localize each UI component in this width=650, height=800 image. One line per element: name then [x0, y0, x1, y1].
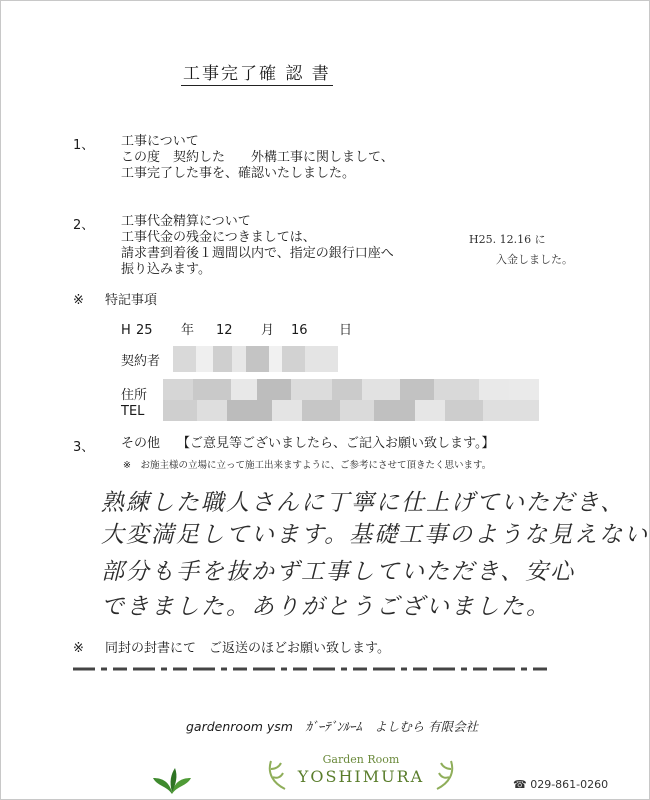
address-label: 住所 [121, 388, 148, 403]
closing-text: 同封の封書にて ご返送のほどお願い致します。 [105, 641, 390, 656]
comment-line3: 部分も手を抜かず工事していただき、安心 [101, 559, 576, 585]
date-era: H [121, 323, 131, 338]
section3-note: ※ お施主様の立場に立って施工出来ますように、ご参考にさせて頂きたく思います。 [123, 460, 492, 471]
section2-number: 2、 [73, 218, 95, 233]
date-month-unit: 月 [261, 323, 275, 338]
section2-line2: 請求書到着後１週間以内で、指定の銀行口座へ [121, 246, 394, 261]
phone-icon: ☎ [513, 778, 531, 791]
footer-company: gardenroom ysm ｶﾞｰﾃﾞﾝﾙｰﾑ よしむら 有限会社 [186, 719, 479, 734]
comment-line2: 大変満足しています。基礎工事のような見えない [101, 522, 650, 548]
closing-mark: ※ [73, 641, 84, 656]
payment-note-line1: H25. 12.16 に [469, 233, 546, 246]
logo-yoshimura: YOSHIMURA [297, 767, 425, 786]
comment-line4: できました。ありがとうございました。 [101, 594, 551, 620]
leaf-logo-icon [151, 766, 193, 796]
section1-number: 1、 [73, 138, 95, 153]
section2-line3: 振り込みます。 [121, 262, 211, 277]
section1-line1: この度 契約した 外構工事に関しまして、 [121, 150, 394, 165]
payment-note-line2: 入金しました。 [496, 253, 573, 266]
logo-garden-room: Garden Room [322, 753, 400, 766]
tel-label: TEL [121, 404, 145, 419]
special-heading: 特記事項 [105, 293, 158, 308]
special-mark: ※ [73, 293, 84, 308]
section1-heading: 工事について [121, 134, 199, 149]
section2-line1: 工事代金の残金につきましては、 [121, 230, 316, 245]
section3-heading: その他 [121, 436, 161, 451]
date-day: 16 [291, 323, 308, 338]
date-month: 12 [216, 323, 233, 338]
footer-phone [513, 778, 608, 791]
contractor-label: 契約者 [121, 354, 161, 369]
contractor-redaction [173, 346, 338, 372]
section2-heading: 工事代金精算について [121, 214, 251, 229]
document-title: 工事完了確 認 書 [181, 59, 333, 86]
dashed-divider [73, 666, 549, 672]
phone-number: 029-861-0260 [530, 778, 609, 791]
address-redaction [163, 379, 539, 421]
date-year: 25 [136, 323, 153, 338]
date-year-unit: 年 [181, 323, 195, 338]
section3-number: 3、 [73, 440, 95, 455]
section3-request: 【ご意見等ございましたら、ご記入お願い致します。】 [177, 436, 495, 451]
section1-line2: 工事完了した事を、確認いたしました。 [121, 166, 356, 181]
comment-line1: 熟練した職人さんに丁寧に仕上げていただき、 [101, 490, 626, 516]
date-day-unit: 日 [339, 323, 353, 338]
yoshimura-logo [263, 753, 459, 793]
